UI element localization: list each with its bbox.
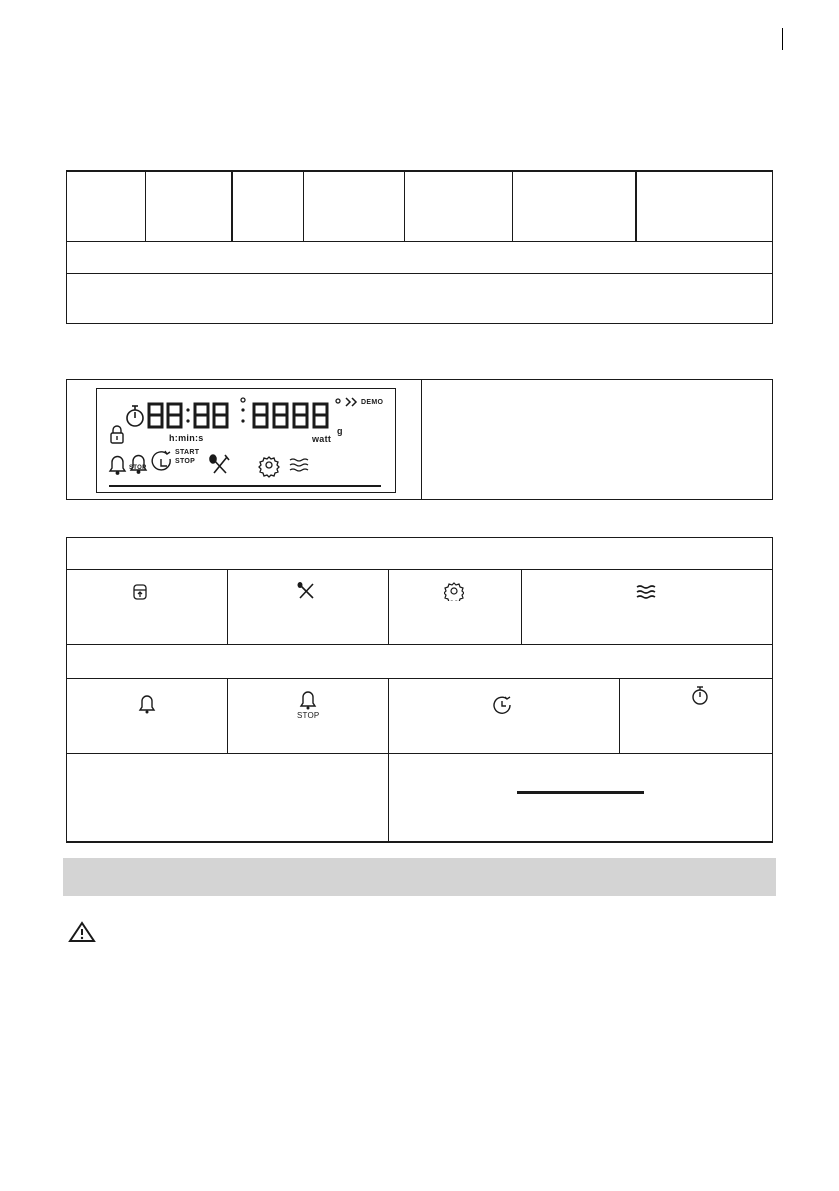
lock-icon	[111, 426, 123, 443]
bell-stop-icon	[298, 689, 318, 711]
display-panel	[66, 379, 773, 500]
steam-waves-icon	[635, 584, 657, 600]
digit	[274, 404, 287, 427]
timer-icon	[127, 406, 143, 426]
bell-stop-label: STOP	[297, 711, 320, 720]
steam-waves-icon	[290, 459, 308, 471]
table-column-divider	[512, 172, 513, 242]
digit	[294, 404, 307, 427]
table-row-divider	[67, 241, 772, 242]
gram-label: g	[337, 426, 343, 436]
timer-icon	[690, 685, 710, 707]
digit	[168, 404, 181, 427]
lcd-progress-bar	[109, 485, 381, 487]
demo-label: DEMO	[361, 399, 384, 406]
hms-label: h:min:s	[169, 433, 204, 443]
table-column-divider	[404, 172, 405, 242]
fork-knife-icon	[210, 455, 229, 473]
clock-icon	[492, 694, 514, 716]
section-header-band	[63, 858, 776, 896]
table-row-divider	[67, 644, 772, 645]
table-column-divider	[388, 678, 389, 753]
table-row-divider	[67, 273, 772, 274]
table-column-divider	[619, 678, 620, 753]
table-column-divider	[388, 753, 389, 843]
watt-label: watt	[312, 434, 332, 444]
table-row-divider	[67, 569, 772, 570]
table-row-divider	[67, 753, 772, 754]
table-column-divider	[145, 172, 146, 242]
start-label: START	[175, 449, 200, 456]
symbols-table	[66, 537, 773, 843]
gear-icon	[259, 457, 279, 477]
degree-icon	[336, 399, 340, 403]
warning-icon	[68, 921, 96, 943]
chevron-right-icon	[346, 398, 356, 406]
digit	[314, 404, 327, 427]
fork-knife-icon	[296, 582, 316, 600]
table-column-divider	[521, 569, 522, 644]
digit	[149, 404, 162, 427]
stop-label: STOP	[175, 458, 196, 465]
gear-icon	[444, 581, 464, 601]
digit	[214, 404, 227, 427]
panel-divider	[421, 380, 422, 499]
table-column-divider	[227, 569, 228, 644]
spec-table	[66, 170, 773, 324]
progress-bar-symbol	[517, 791, 644, 794]
bell-stop-label: STOP	[129, 465, 147, 471]
digit	[195, 404, 208, 427]
clock-icon	[152, 451, 170, 470]
table-column-divider	[231, 172, 233, 242]
lock-icon	[131, 582, 149, 602]
table-row-divider	[67, 678, 772, 679]
lcd-display	[96, 388, 396, 493]
cut-mark	[782, 28, 783, 50]
table-column-divider	[303, 172, 304, 242]
bell-icon	[137, 693, 157, 715]
digit	[254, 404, 267, 427]
degree-icon	[241, 398, 245, 402]
lcd-segments	[97, 389, 395, 492]
bell-icon	[110, 457, 125, 475]
table-column-divider	[388, 569, 389, 644]
table-column-divider	[635, 172, 637, 242]
table-column-divider	[227, 678, 228, 753]
